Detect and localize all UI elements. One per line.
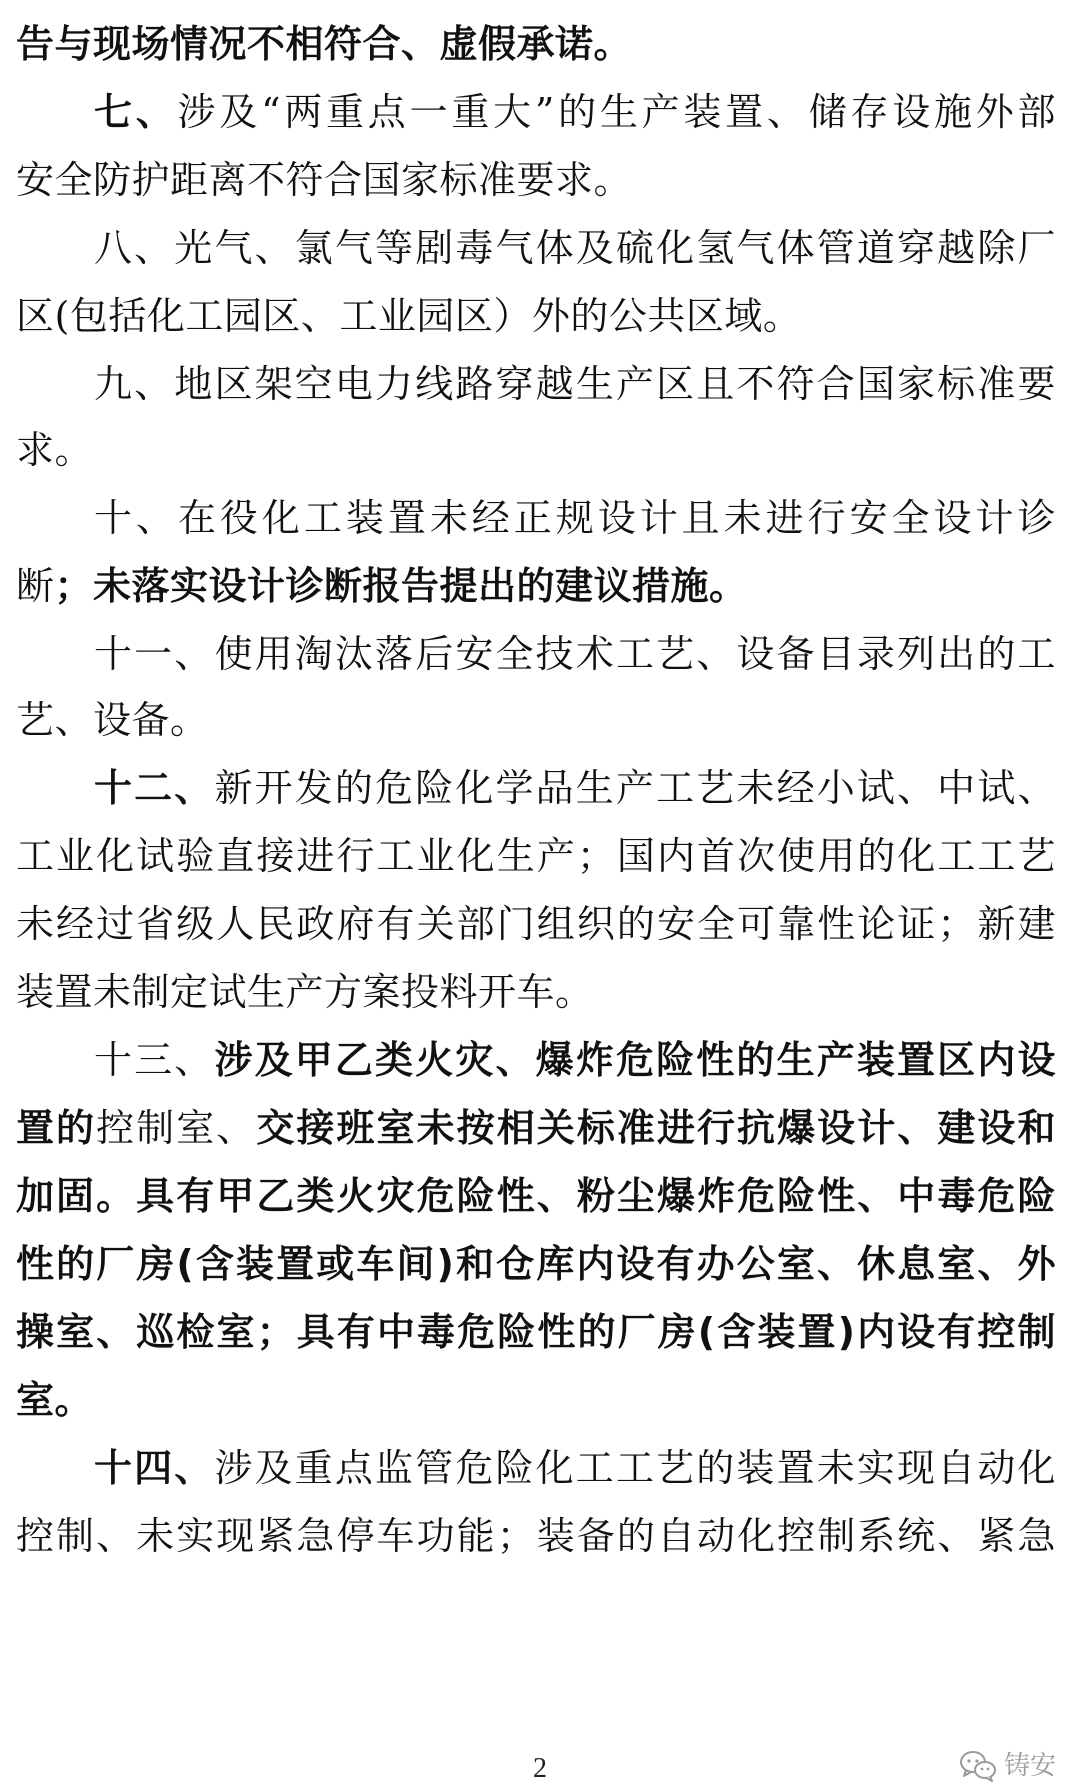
text-line — [16, 1302, 1056, 1362]
text-line — [16, 1166, 1056, 1226]
text-segment: 工业化试验直接进行工业化生产；国内首次使用的化工工艺 — [16, 834, 1056, 878]
text-line — [94, 218, 1056, 278]
text-line — [94, 354, 1056, 414]
text-line — [16, 690, 1056, 750]
bold-text-segment: 涉及甲乙类火灾、爆炸危险性的生产装置区内设 — [214, 1038, 1056, 1082]
text-segment: 安全防护距离不符合国家标准要求。 — [16, 158, 633, 202]
text-line — [16, 1506, 1056, 1566]
bold-text-segment: 性的厂房(含装置或车间)和仓库内设有办公室、休息室、外 — [16, 1242, 1056, 1286]
text-segment: 装置未制定试生产方案投料开车。 — [16, 970, 594, 1014]
text-line — [16, 150, 1056, 210]
watermark — [958, 1746, 1076, 1786]
bold-text-segment: 操室、巡检室；具有中毒危险性的厂房(含装置)内设有控制 — [16, 1310, 1056, 1354]
text-line — [94, 758, 1056, 818]
bold-text-segment: 室。 — [16, 1378, 94, 1422]
text-line — [94, 624, 1056, 684]
text-segment: 十一、使用淘汰落后安全技术工艺、设备目录列出的工 — [94, 632, 1056, 676]
text-line — [94, 488, 1056, 548]
bold-text-segment: ；未落实设计诊断报告提出的建议措施。 — [54, 564, 748, 608]
text-segment: 控制、未实现紧急停车功能；装备的自动化控制系统、紧急 — [16, 1514, 1056, 1558]
text-segment: 未经过省级人民政府有关部门组织的安全可靠性论证；新建 — [16, 902, 1056, 946]
text-line — [94, 1438, 1056, 1498]
wechat-icon — [958, 1749, 998, 1783]
text-segment: 求。 — [16, 428, 94, 472]
text-line — [16, 14, 1056, 74]
text-line — [16, 894, 1056, 954]
text-segment: 控制室、 — [96, 1106, 257, 1150]
text-segment: 十三、 — [94, 1038, 215, 1082]
text-line — [16, 556, 1056, 616]
text-line — [94, 82, 1056, 142]
text-segment: 十、在役化工装置未经正规设计且未进行安全设计诊 — [94, 496, 1056, 540]
text-line — [16, 286, 1056, 346]
bold-text-segment: 交接班室未按相关标准进行抗爆设计、建设和 — [256, 1106, 1056, 1150]
text-segment: 八、光气、氯气等剧毒气体及硫化氢气体管道穿越除厂 — [94, 226, 1056, 270]
watermark-text: 铸安 — [1004, 1751, 1057, 1781]
text-segment: 涉及重点监管危险化工工艺的装置未实现自动化 — [214, 1446, 1056, 1490]
text-line — [16, 1370, 1056, 1430]
text-segment: 新开发的危险化学品生产工艺未经小试、中试、 — [214, 766, 1056, 810]
text-segment: 九、地区架空电力线路穿越生产区且不符合国家标准要 — [94, 362, 1056, 406]
text-line — [16, 826, 1056, 886]
text-segment: 断 — [16, 564, 55, 608]
page-number: 2 — [533, 1753, 547, 1784]
text-segment: 区(包括化工园区、工业园区）外的公共区域。 — [16, 294, 802, 338]
bold-text-segment: 七、 — [94, 90, 178, 134]
bold-text-segment: 置的 — [16, 1106, 97, 1150]
bold-text-segment: 十四、 — [94, 1446, 215, 1490]
text-line — [94, 1030, 1056, 1090]
text-segment: 涉及“两重点一重大”的生产装置、储存设施外部 — [177, 90, 1056, 134]
bold-text-segment: 加固。具有甲乙类火灾危险性、粉尘爆炸危险性、中毒危险 — [16, 1174, 1056, 1218]
text-line — [16, 1234, 1056, 1294]
text-line — [16, 1098, 1056, 1158]
text-line — [16, 962, 1056, 1022]
bold-text-segment: 十二、 — [94, 766, 215, 810]
text-segment: 艺、设备。 — [16, 698, 209, 742]
text-line — [16, 420, 1056, 480]
bold-text-segment: 告与现场情况不相符合、虚假承诺。 — [16, 22, 633, 66]
